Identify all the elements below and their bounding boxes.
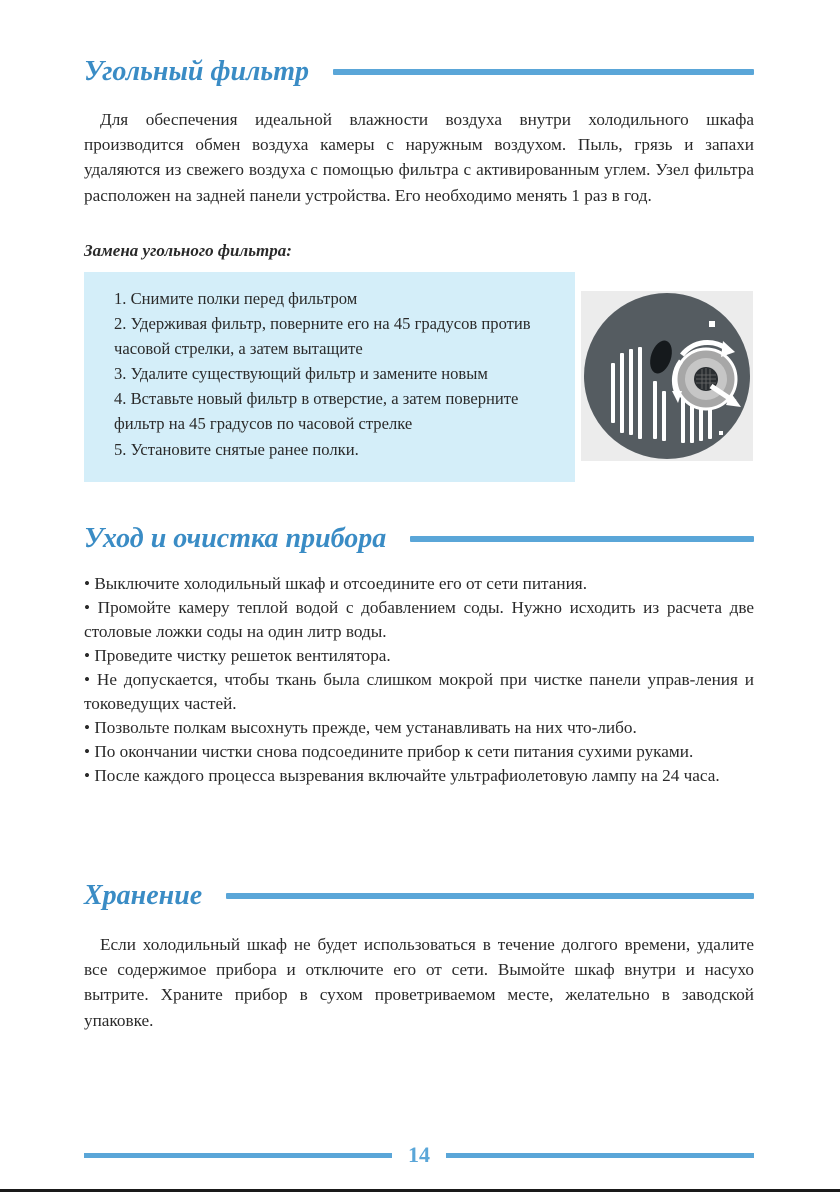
list-item: • Позвольте полкам высохнуть прежде, чем устанавливать на них что-либо. xyxy=(84,718,637,737)
section-header-storage xyxy=(84,876,754,916)
charcoal-filter-paragraph: Для обеспечения идеальной влажности воздуха внутри холодильного шкафа производится обмен воздуха камеры с наружным воздухом. Пыль, грязь и запахи удаляются из свежего воздуха с помощью фильтра с активированным углем. Узел фильтра расположен на задней панели устройства. Его необходимо менять 1 раз в год. xyxy=(84,110,754,205)
care-bullet-list xyxy=(84,572,754,788)
step-item: 5. Установите снятые ранее полки. xyxy=(114,439,359,459)
section-title: Угольный фильтр xyxy=(84,56,309,87)
storage-paragraph: Если холодильный шкаф не будет использоваться в течение долгого времени, удалите все содержимое прибора и отключите его от сети. Вымойте шкаф внутри и насухо вытрите. Храните прибор в сухом проветриваемом месте, желательно в заводской упаковке. xyxy=(84,935,754,1030)
replacement-steps-list xyxy=(114,286,567,462)
list-item: • После каждого процесса вызревания включайте ультрафиолетовую лампу на 24 часа. xyxy=(84,766,720,785)
step-item: 1. Снимите полки перед фильтром xyxy=(114,289,358,308)
section-divider xyxy=(333,69,754,75)
replacement-heading: Замена угольного фильтра: xyxy=(84,241,292,260)
section-header-charcoal-filter xyxy=(84,52,754,92)
replacement-steps-box xyxy=(84,272,575,482)
footer-divider-right xyxy=(446,1153,754,1158)
footer-divider-left xyxy=(84,1153,392,1158)
step-item: 4. Вставьте новый фильтр в отверстие, а затем поверните фильтр на 45 градусов по часовой стрелке xyxy=(114,389,519,434)
list-item: • Выключите холодильный шкаф и отсоедините его от сети питания. xyxy=(84,574,588,593)
list-item: • Промойте камеру теплой водой с добавлением соды. Нужно исходить из расчета две столовые ложки соды на один литр воды. xyxy=(84,598,754,641)
step-item: 2. Удерживая фильтр, поверните его на 45 градусов против часовой стрелки, а затем вытащите xyxy=(114,314,531,359)
list-item: • По окончании чистки снова подсоедините прибор к сети питания сухими руками. xyxy=(84,742,694,761)
filter-rotation-illustration xyxy=(581,291,753,461)
section-divider xyxy=(410,536,754,542)
list-item: • Проведите чистку решеток вентилятора. xyxy=(84,646,391,665)
section-title: Уход и очистка прибора xyxy=(84,523,387,554)
section-divider xyxy=(226,893,754,899)
section-header-care xyxy=(84,519,754,559)
page-number: 14 xyxy=(408,1142,430,1167)
step-item: 3. Удалите существующий фильтр и замените новым xyxy=(114,364,488,384)
list-item: • Не допускается, чтобы ткань была слишком мокрой при чистке панели управ-ления и токоведущих частей. xyxy=(84,670,754,713)
page-footer xyxy=(84,1140,754,1170)
section-title: Хранение xyxy=(84,880,203,911)
